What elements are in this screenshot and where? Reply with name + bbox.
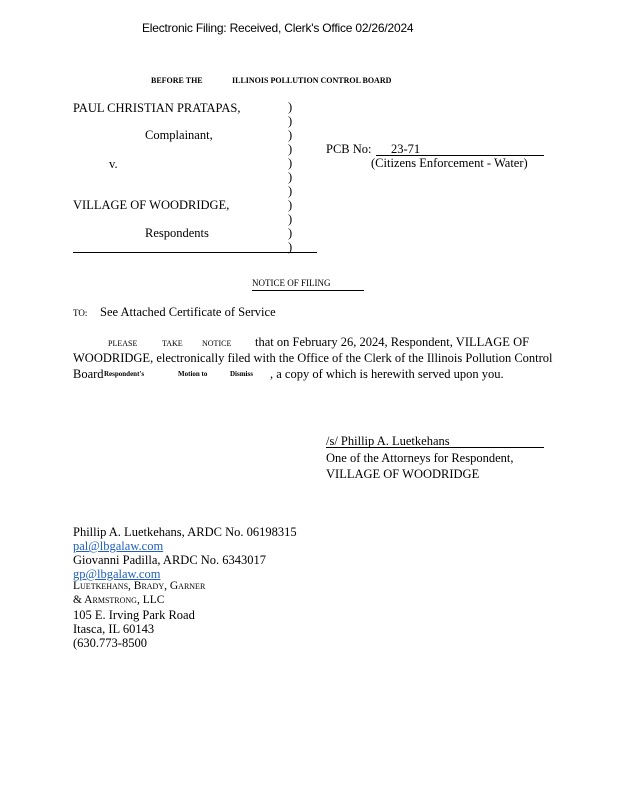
signature-line — [326, 447, 544, 448]
attorney-2: Giovanni Padilla, ARDC No. 6343017 — [73, 553, 267, 567]
complainant-role: Complainant, — [145, 128, 213, 142]
address-line-1: 105 E. Irving Park Road — [73, 608, 195, 622]
signature: /s/ Phillip A. Luetkehans — [326, 434, 450, 448]
before-the-label: BEFORE THE — [151, 76, 203, 85]
please-word: PLEASE — [108, 339, 138, 348]
case-type: (Citizens Enforcement - Water) — [371, 156, 528, 170]
address-line-2: Itasca, IL 60143 — [73, 622, 155, 636]
pcb-label: PCB No: — [326, 142, 372, 156]
body-line-3-end: , a copy of which is herewith served upon you. — [270, 367, 504, 381]
to-text: See Attached Certificate of Service — [100, 305, 276, 319]
document-name-part-1: Respondent's — [104, 370, 145, 378]
notice-title-underline — [252, 290, 364, 291]
firm-name-line-2: & Armstrong, LLC — [73, 594, 165, 606]
caption-parentheses: ) ) ) ) ) ) ) ) ) ) ) — [288, 100, 293, 254]
caption-bottom-rule — [73, 252, 317, 253]
respondent-name: VILLAGE OF WOODRIDGE, — [73, 198, 230, 212]
pcb-number: 23-71 — [391, 142, 421, 156]
attorney-1: Phillip A. Luetkehans, ARDC No. 06198315 — [73, 525, 297, 539]
document-name-part-3: Dismiss — [230, 370, 253, 378]
to-label: TO: — [73, 308, 88, 318]
signature-title: One of the Attorneys for Respondent, — [326, 451, 514, 465]
filing-stamp: Electronic Filing: Received, Clerk's Office 02/26/2024 — [142, 21, 414, 35]
phone: (630.773-8500 — [73, 636, 147, 650]
document-name-part-2: Motion to — [178, 370, 208, 378]
respondent-role: Respondents — [145, 226, 209, 240]
complainant-name: PAUL CHRISTIAN PRATAPAS, — [73, 101, 241, 115]
body-line-1: that on February 26, 2024, Respondent, VILLAGE OF — [255, 335, 530, 349]
notice-title: NOTICE OF FILING — [252, 278, 331, 288]
take-word: TAKE — [162, 339, 183, 348]
email-link-1[interactable]: pal@lbgalaw.com — [73, 539, 164, 553]
email-link-2[interactable]: gp@lbgalaw.com — [73, 567, 161, 581]
versus-label: v. — [109, 157, 118, 171]
signature-client: VILLAGE OF WOODRIDGE — [326, 467, 480, 481]
firm-name-line-1: Luetkehans, Brady, Garner — [73, 580, 206, 592]
body-line-2: WOODRIDGE, electronically filed with the Office of the Clerk of the Illinois Pollution Control — [73, 351, 553, 365]
board-name: ILLINOIS POLLUTION CONTROL BOARD — [232, 76, 392, 85]
notice-word: NOTICE — [202, 339, 232, 348]
body-line-3-start: Board — [73, 367, 104, 381]
